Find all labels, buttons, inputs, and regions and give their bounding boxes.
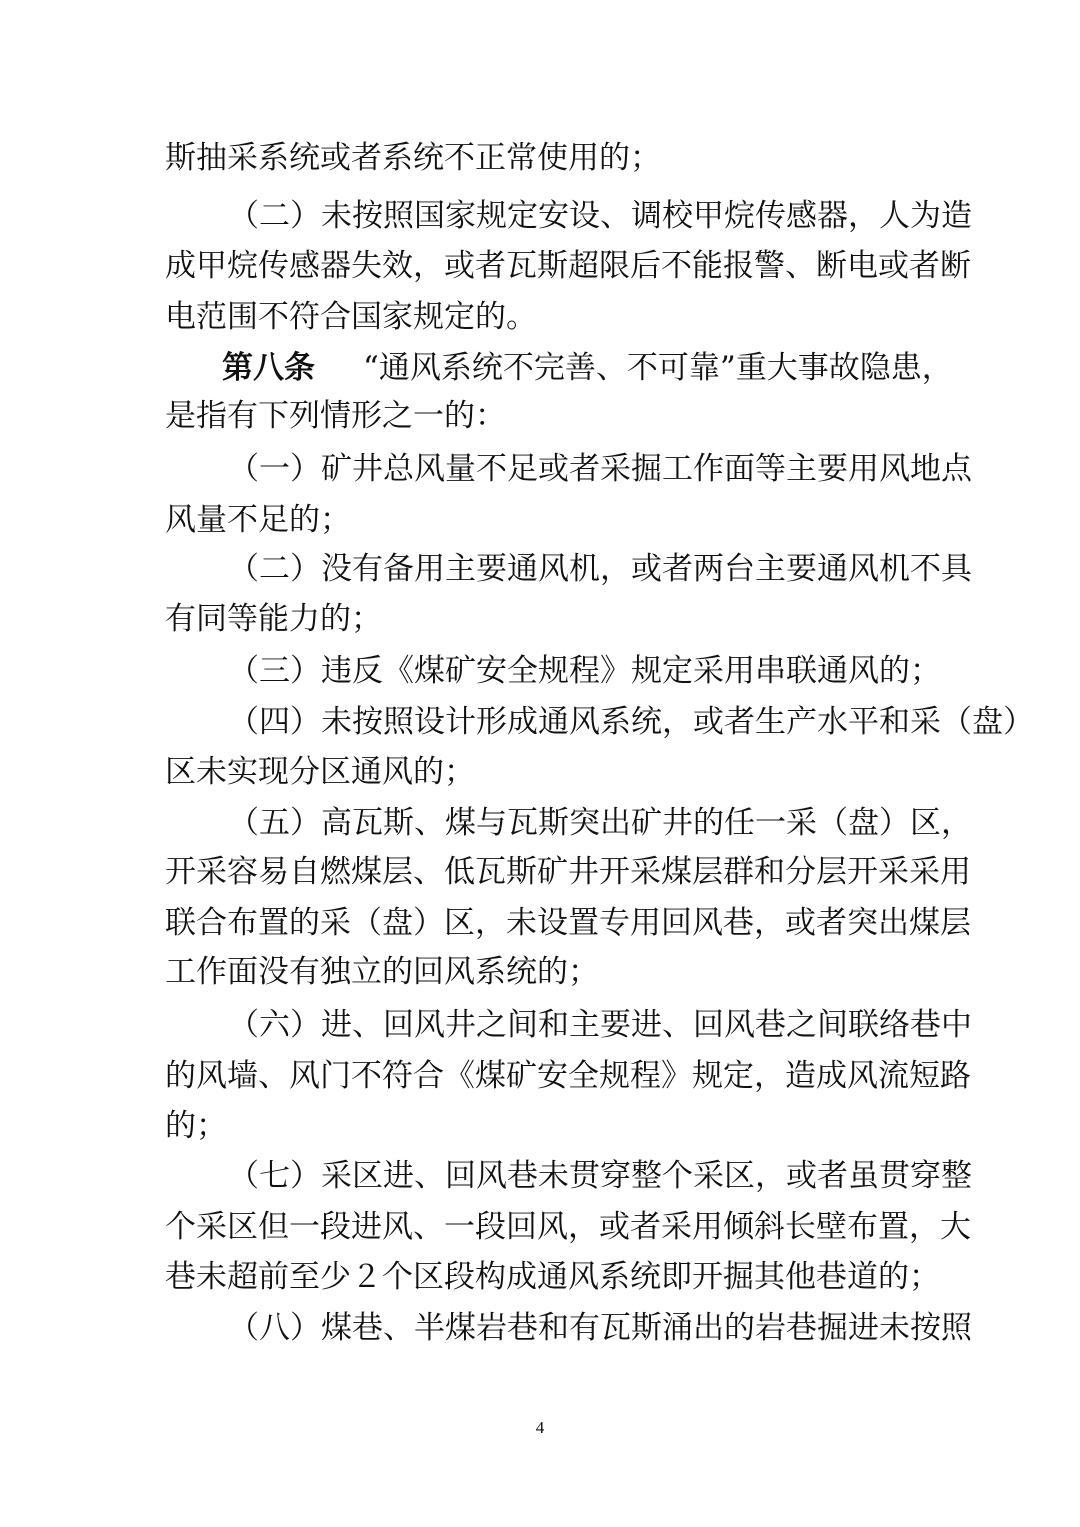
text-line: （一）矿井总风量不足或者采掘工作面等主要用风地点 xyxy=(228,451,972,487)
article-eight-line xyxy=(222,342,953,394)
article-eight-text: “通风系统不完善、不可靠”重大事故隐患， xyxy=(363,350,953,386)
text-line: 是指有下列情形之一的： xyxy=(165,398,506,434)
text-line: 的风墙、风门不符合《煤矿安全规程》规定，造成风流短路 xyxy=(165,1058,971,1094)
text-line: 风量不足的； xyxy=(165,502,351,538)
text-line: （二）未按照国家规定安设、调校甲烷传感器，人为造 xyxy=(228,198,972,234)
text-line: 开采容易自燃煤层、低瓦斯矿井开采煤层群和分层开采采用 xyxy=(165,854,971,890)
text-line: 工作面没有独立的回风系统的； xyxy=(165,954,599,990)
text-line: 个采区但一段进风、一段回风，或者采用倾斜长壁布置，大 xyxy=(165,1209,971,1245)
text-line: 的； xyxy=(165,1108,227,1144)
text-line: （三）违反《煤矿安全规程》规定采用串联通风的； xyxy=(228,653,941,689)
text-line: （四）未按照设计形成通风系统，或者生产水平和采（盘） xyxy=(228,704,1034,740)
text-line: （六）进、回风井之间和主要进、回风巷之间联络巷中 xyxy=(228,1007,972,1043)
text-line: （二）没有备用主要通风机，或者两台主要通风机不具 xyxy=(228,551,972,587)
text-line: 区未实现分区通风的； xyxy=(165,754,475,790)
text-line: 成甲烷传感器失效，或者瓦斯超限后不能报警、断电或者断 xyxy=(165,248,971,284)
text-line: （七）采区进、回风巷未贯穿整个采区，或者虽贯穿整 xyxy=(228,1158,972,1194)
text-line: 巷未超前至少２个区段构成通风系统即开掘其他巷道的； xyxy=(165,1259,940,1295)
text-line: 有同等能力的； xyxy=(165,601,382,637)
article-heading: 第八条 xyxy=(222,350,315,386)
text-line: （五）高瓦斯、煤与瓦斯突出矿井的任一采（盘）区， xyxy=(228,805,972,841)
text-line: 斯抽采系统或者系统不正常使用的； xyxy=(165,140,661,176)
text-line: （八）煤巷、半煤岩巷和有瓦斯涌出的岩巷掘进未按照 xyxy=(228,1310,972,1346)
page-number: 4 xyxy=(535,1418,545,1437)
text-line: 联合布置的采（盘）区，未设置专用回风巷，或者突出煤层 xyxy=(165,905,971,941)
text-line: 电范围不符合国家规定的。 xyxy=(165,299,537,335)
